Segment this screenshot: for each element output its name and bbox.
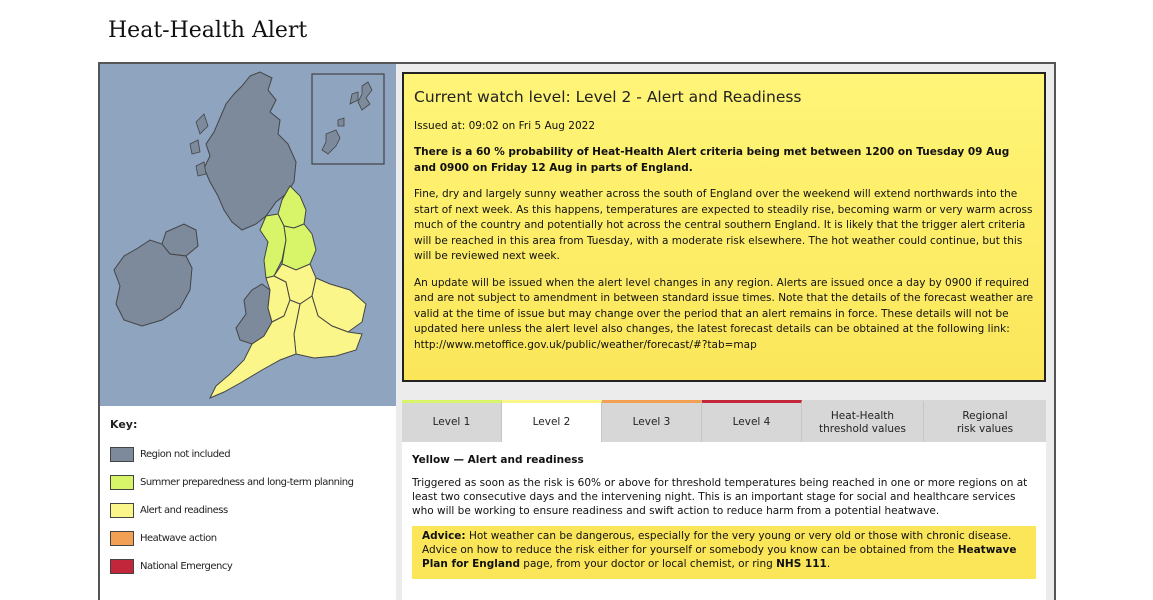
key-swatch: [110, 503, 134, 518]
tab-level-2[interactable]: Level 2: [502, 400, 602, 442]
current-alert-panel: [402, 72, 1046, 382]
alert-widget: [98, 62, 1056, 600]
alert-probability: There is a 60 % probability of Heat-Health Alert criteria being met between 1200 on Tuesday 09 Aug and 0900 on Friday 12 Aug in parts of England.: [414, 146, 1010, 174]
page-title: Heat-Health Alert: [108, 18, 308, 43]
key-item-region-not-included: [110, 446, 230, 462]
advice-end: .: [826, 558, 831, 570]
alert-heading: Current watch level: Level 2 - Alert and Readiness: [414, 88, 802, 106]
tab-level-1[interactable]: Level 1: [402, 400, 502, 442]
key-swatch: [110, 475, 134, 490]
alert-forecast-text: Fine, dry and largely sunny weather across the south of England over the weekend will extend northwards into the start of next week. As this happens, temperatures are expected to steadily rise, becoming warm or very warm across much of the country and potentially hot across the central southern England. It is likely that the trigger alert criteria will be reached in this area from Tuesday, with a moderate risk elsewhere. The hot weather could continue, but this will be reviewed next week.: [414, 188, 1033, 262]
key-swatch: [110, 531, 134, 546]
key-item-national-emergency: [110, 558, 232, 574]
key-swatch: [110, 559, 134, 574]
level-2-description: [402, 442, 1046, 600]
tab-regional-risk-values[interactable]: Regional risk values: [924, 400, 1046, 442]
level-tabs: [402, 400, 1046, 442]
uk-region-map: [100, 64, 396, 406]
tab-level-4[interactable]: Level 4: [702, 400, 802, 442]
nhs-111-text: NHS 111: [776, 558, 827, 570]
advice-label: Advice:: [422, 530, 466, 542]
yorkshire-region: [282, 224, 316, 270]
shetland-islands: [322, 82, 372, 154]
key-label: Heatwave action: [140, 532, 217, 544]
advice-text-2: page, from your doctor or local chemist, or ring: [519, 558, 777, 570]
heatwave-plan-link[interactable]: Heatwave Plan for England: [422, 544, 1017, 570]
key-label: Region not included: [140, 448, 231, 460]
level-trigger-text: Triggered as soon as the risk is 60% or above for threshold temperatures being reached in one or more regions on at least two consecutive days and the intervening night. This is an important stage for social and healthcare services who will be working to ensure readiness and swift action to reduce harm from a potential heatwave.: [412, 477, 1028, 517]
key-title: Key:: [110, 418, 138, 431]
level-heading: Yellow — Alert and readiness: [412, 454, 584, 466]
key-item-heatwave-action: [110, 530, 217, 546]
key-item-alert-readiness: [110, 502, 228, 518]
map-key: [100, 406, 396, 600]
advice-text: Hot weather can be dangerous, especially for the very young or very old or those with chronic disease. Advice on how to reduce the risk either for yourself or somebody you know can be obtained from the: [422, 530, 1012, 556]
alert-update-text: An update will be issued when the alert level changes in any region. Alerts are issued once a day by 0900 if required and are not subject to amendment in between standard issue times. Note that the details of the forecast weather are valid at the time of issue but may change over the period that an alert remains in force. These details will not be updated here unless the alert level also changes, the latest forecast details can be obtained at the following link: http://www.metoffice.gov.uk/public/weather/forecast/#?tab=map: [414, 276, 1034, 351]
key-label: Alert and readiness: [140, 504, 228, 516]
tab-threshold-values[interactable]: Heat-Health threshold values: [802, 400, 924, 442]
key-item-summer-preparedness: [110, 474, 353, 490]
key-label: Summer preparedness and long-term planning: [140, 476, 354, 488]
key-label: National Emergency: [140, 560, 233, 572]
tab-level-3[interactable]: Level 3: [602, 400, 702, 442]
advice-box: [412, 526, 1036, 579]
alert-issued-time: Issued at: 09:02 on Fri 5 Aug 2022: [414, 120, 596, 132]
key-swatch: [110, 447, 134, 462]
